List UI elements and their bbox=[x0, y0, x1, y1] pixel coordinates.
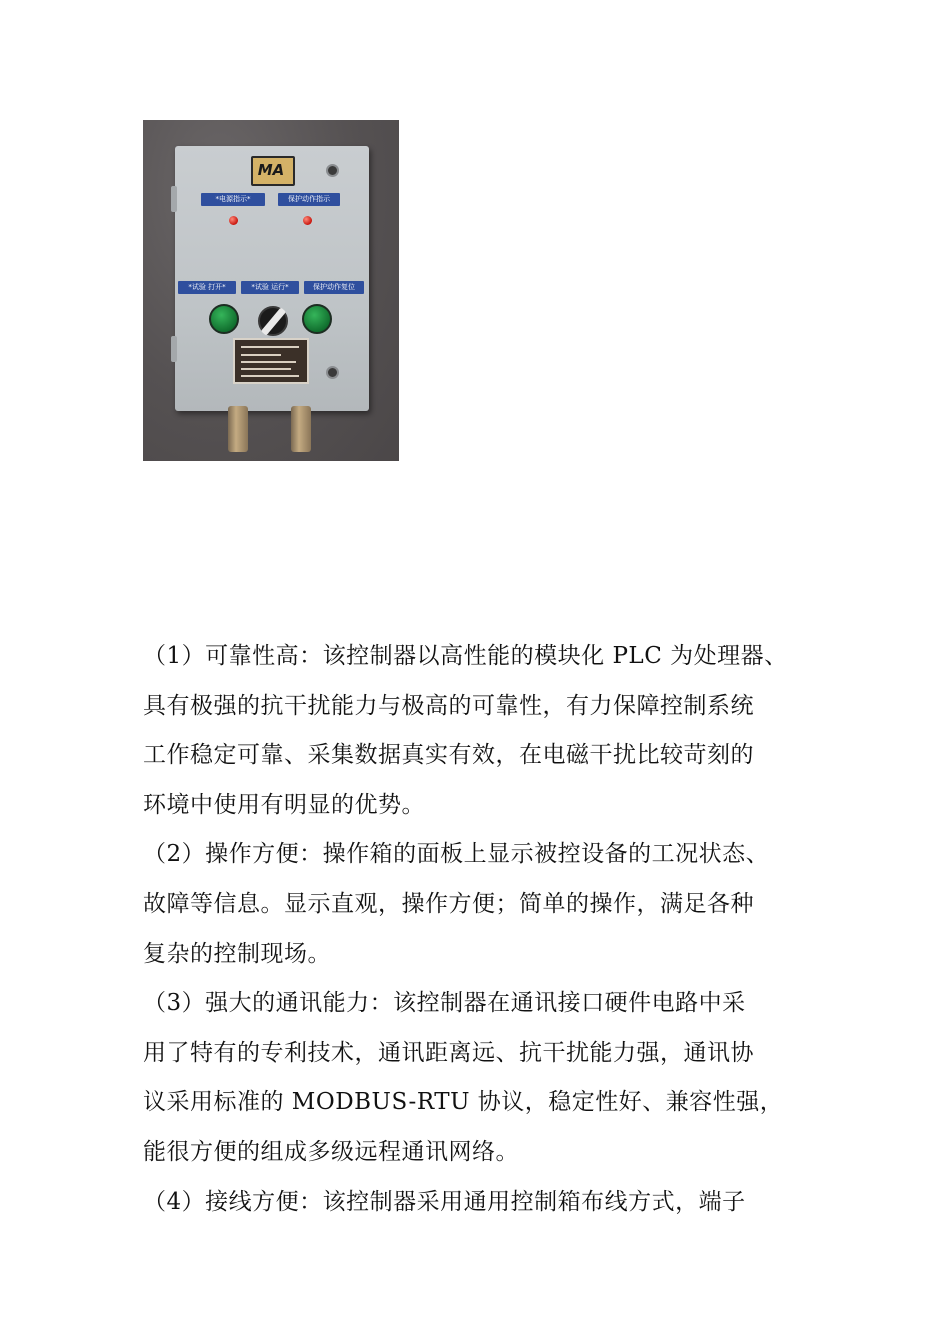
paragraph-communication bbox=[143, 979, 833, 1177]
label-power-indicator: *电源指示* bbox=[201, 193, 265, 206]
svg-text:MA: MA bbox=[257, 161, 285, 179]
paragraph-operation bbox=[143, 830, 833, 979]
text-line: 故障等信息。显示直观，操作方便；简单的操作，满足各种 bbox=[143, 890, 754, 917]
label-protect-reset: 保护动作复位 bbox=[304, 281, 364, 294]
text-line: （3）强大的通讯能力：该控制器在通讯接口硬件电路中采 bbox=[143, 990, 746, 1017]
text-line: 具有极强的抗干扰能力与极高的可靠性，有力保障控制系统 bbox=[143, 692, 754, 719]
paragraph-wiring bbox=[143, 1178, 833, 1228]
screw-icon bbox=[326, 366, 339, 379]
text-line: 工作稳定可靠、采集数据真实有效，在电磁干扰比较苛刻的 bbox=[143, 742, 754, 769]
protect-reset-button bbox=[302, 304, 332, 334]
label-test-open: *试验 打开* bbox=[178, 281, 236, 294]
feature-description bbox=[143, 632, 833, 1227]
text-line: （2）操作方便：操作箱的面板上显示被控设备的工况状态、 bbox=[143, 841, 770, 868]
label-test-run: *试验 运行* bbox=[241, 281, 299, 294]
text-line: （4）接线方便：该控制器采用通用控制箱布线方式，端子 bbox=[143, 1188, 746, 1215]
control-cabinet bbox=[175, 146, 369, 411]
hinge bbox=[171, 186, 177, 212]
cable-gland bbox=[228, 406, 248, 452]
text-line: 议采用标准的 MODBUS-RTU 协议，稳定性好、兼容性强， bbox=[143, 1089, 784, 1116]
text-line: 能很方便的组成多级远程通讯网络。 bbox=[143, 1138, 519, 1165]
text-line: （1）可靠性高：该控制器以高性能的模块化 PLC 为处理器、 bbox=[143, 643, 788, 669]
cable-gland bbox=[291, 406, 311, 452]
screw-icon bbox=[326, 164, 339, 177]
control-box-photo bbox=[143, 120, 399, 461]
text-line: 用了特有的专利技术，通讯距离远、抗干扰能力强，通讯协 bbox=[143, 1039, 754, 1066]
hinge bbox=[171, 336, 177, 362]
paragraph-reliability bbox=[143, 632, 833, 830]
text-line: 复杂的控制现场。 bbox=[143, 940, 331, 967]
text-line: 环境中使用有明显的优势。 bbox=[143, 791, 425, 818]
nameplate bbox=[233, 338, 309, 384]
ma-certification-logo bbox=[251, 156, 295, 186]
selector-switch bbox=[258, 306, 288, 336]
power-indicator-led bbox=[229, 216, 238, 225]
selector-handle bbox=[261, 307, 286, 335]
label-protect-indicator: 保护动作指示 bbox=[278, 193, 340, 206]
test-open-button bbox=[209, 304, 239, 334]
protect-indicator-led bbox=[303, 216, 312, 225]
